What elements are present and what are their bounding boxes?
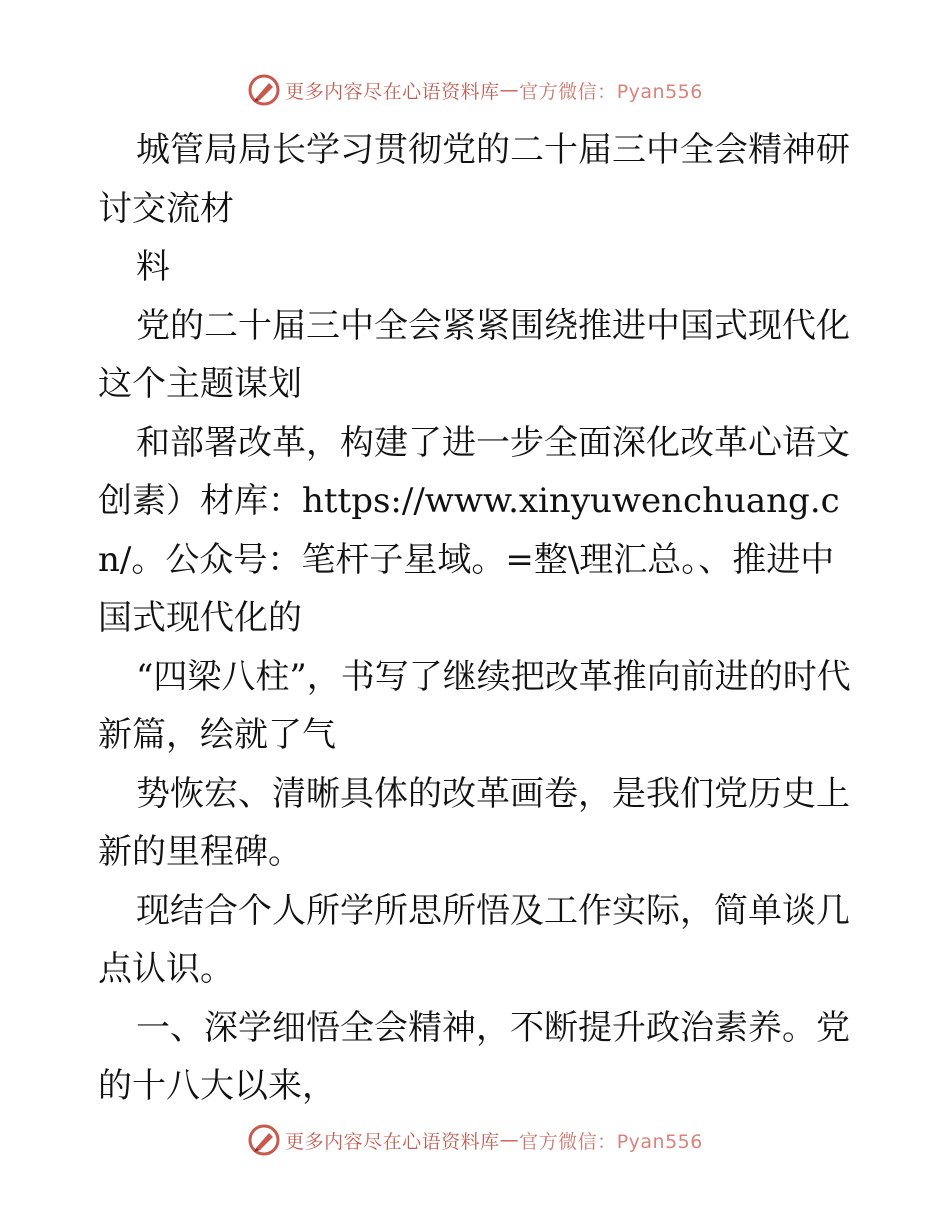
document-title-continued: 料: [136, 247, 170, 287]
body-paragraph: “四梁八柱”，书写了继续把改革推向前进的时代新篇，绘就了气: [98, 656, 851, 755]
section-heading-paragraph: 一、深学细悟全会精神，不断提升政治素养。党的十八大以来，: [98, 1007, 850, 1106]
document-body: [98, 121, 858, 1116]
watermark-footer: [0, 1120, 950, 1160]
body-paragraph: 党的二十届三中全会紧紧围绕推进中国式现代化这个主题谋划: [98, 305, 850, 404]
body-paragraph: 现结合个人所学所思所悟及工作实际，简单谈几点认识。: [98, 890, 850, 989]
wechat-id: Pyan556: [616, 1130, 703, 1153]
watermark-text: 更多内容尽在心语资料库: [285, 1130, 500, 1153]
wechat-label: 官方微信：: [519, 80, 617, 103]
pen-logo-icon: [247, 73, 281, 107]
watermark-text: 更多内容尽在心语资料库: [285, 80, 500, 103]
body-paragraph: 和部署改革，构建了进一步全面深化改革心语文创素）材库：https://www.xinyuwenchuang.cn/。公众号：笔杆子星域。=整\理汇总。、推进中国式现代化的: [98, 422, 850, 638]
watermark-header: [0, 70, 950, 110]
pen-logo-icon: [247, 1123, 281, 1157]
document-title-line: 城管局局长学习贯彻党的二十届三中全会精神研讨交流材: [98, 130, 850, 229]
wechat-label: 官方微信：: [519, 1130, 617, 1153]
watermark-dash: —: [499, 1129, 520, 1151]
wechat-id: Pyan556: [616, 80, 703, 103]
body-paragraph: 势恢宏、清晰具体的改革画卷，是我们党历史上新的里程碑。: [98, 773, 850, 872]
watermark-dash: —: [499, 79, 520, 101]
